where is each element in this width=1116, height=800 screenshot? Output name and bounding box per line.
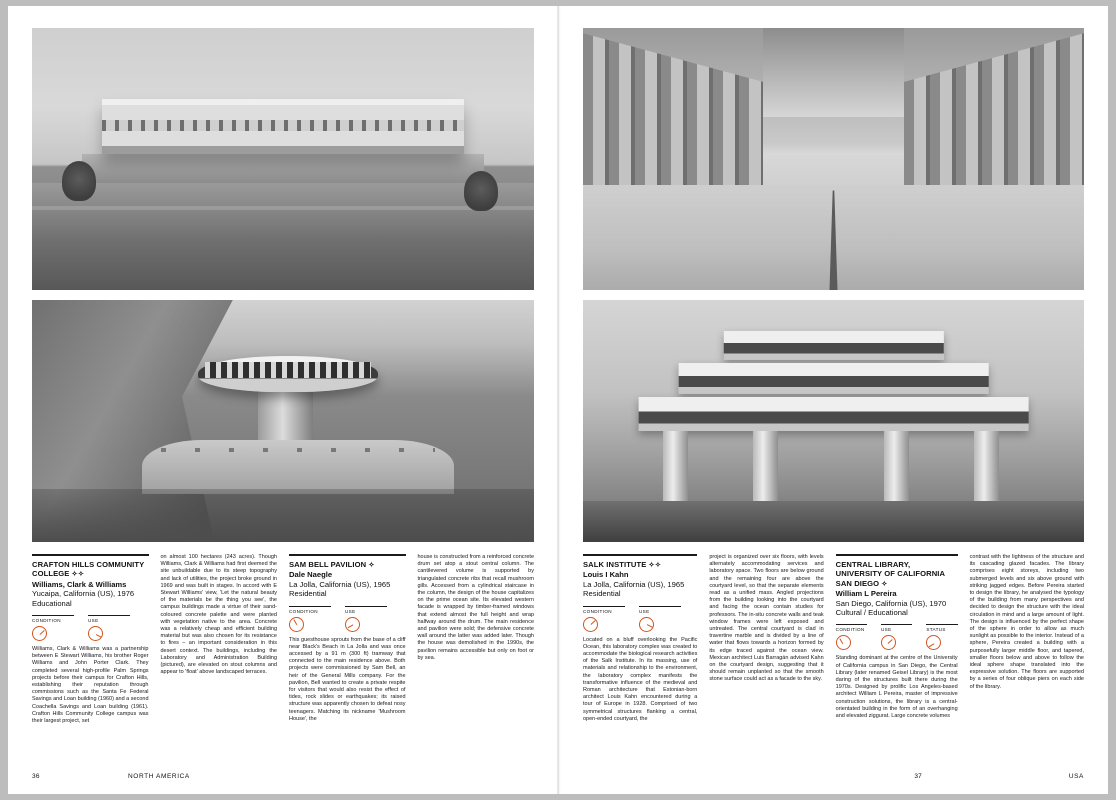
meta-condition-label: CONDITION	[32, 615, 74, 623]
photo-detail-ground	[32, 183, 534, 290]
spread	[8, 6, 1108, 794]
status-dial-icon	[926, 635, 941, 650]
photo-detail-middle-tier	[678, 363, 989, 394]
meta-use	[639, 606, 681, 632]
left-entries	[32, 554, 534, 725]
meta-status-label: STATUS	[926, 624, 957, 632]
entry-rating-stars: ✧	[368, 562, 375, 569]
entry-architect: Louis I Kahn	[583, 570, 629, 580]
entry-salk-institute-continued	[709, 554, 823, 723]
condition-dial-icon	[289, 617, 304, 632]
photo-detail-right-block	[904, 33, 1084, 195]
entry-central-library-continued	[970, 554, 1084, 723]
meta-use	[88, 615, 130, 641]
page-folio-right: 37	[914, 773, 922, 780]
meta-condition	[32, 615, 74, 641]
meta-condition	[836, 624, 867, 650]
entry-rating-stars: ✧	[881, 580, 888, 588]
entry-title-text: CENTRAL LIBRARY, UNIVERSITY OF CALIFORNIA SAN DIEGO	[835, 560, 945, 588]
right-page	[558, 6, 1108, 794]
entry-body-column-1: This guesthouse sprouts from the base of a cliff near Black's Beach in La Jolla and was once accessed by a 91 m (300 ft) tramway that connected to the main residence above. Both projects were commissioned by Sam Bell, an heir of the General Mills company. For the pavilion, Bell wanted to create a private respite for visitors that would also resist the effect of tides, rock slides or earthquakes; its raised structure was apparently chosen to defeat nosy teenagers. Matching its nickname 'Mushroom House', the	[289, 636, 406, 722]
photo-detail-lower-tier	[638, 397, 1029, 431]
photo-detail-pier	[974, 431, 999, 504]
divider	[836, 554, 958, 556]
entry-body-column-1: Standing dominant at the centre of the University of California campus in San Diego, the Central Library (later renamed Geisel Library) is the most daring of the structures built there during the 1970s. Designed by prolific Los Angeles-based architect William L Pereira, master of impressive construction solutions, the library is a central-orientated building in the form of an overhanging and elevated ziggurat. Large concrete volumes	[835, 655, 958, 720]
entry-body-column-2: contrast with the lightness of the structure and its cascading glazed facades. The library comprises eight storeys, including two submerged levels and six above ground with striking jagged edges. Before Pereira started to design the library, he analysed the typology of the building from many perspectives and decided to design the structure with the ideal circulation in mind and a large amount of light. The design is influenced by the perfect shape of the sphere in order to allow as much sunlight as possible to the interior. Instead of a sphere, Pereira created a building with a purposefully larger middle floor, and tapered, smaller floors below and above to follow the ideal sphere shape translated into the expressive solution. The floors are supported by a series of four oblique piers on each side of the library.	[969, 554, 1084, 690]
entry-category: Residential	[583, 589, 621, 599]
condition-dial-icon	[583, 617, 598, 632]
meta-condition-label: CONDITION	[836, 624, 867, 632]
photo-detail-pier	[884, 431, 909, 504]
running-head-right: USA	[1068, 773, 1084, 780]
entry-category: Educational	[32, 598, 72, 608]
photo-detail-tree	[464, 171, 498, 211]
entry-title-text: CRAFTON HILLS COMMUNITY COLLEGE	[32, 560, 145, 579]
meta-use-label: USE	[881, 624, 912, 632]
meta-use-label: USE	[88, 615, 130, 623]
divider	[289, 554, 406, 556]
entry-salk-institute	[583, 554, 697, 723]
meta-use	[881, 624, 912, 650]
photo-detail-sky	[763, 28, 903, 117]
entry-sam-bell-pavilion	[289, 554, 406, 725]
condition-dial-icon	[32, 626, 47, 641]
divider	[583, 554, 697, 556]
photo-crafton-hills	[32, 28, 534, 290]
entry-body-column-2: project is organized over six floors, with levels alternately accommodating services and laboratory space. Two floors are below ground and the remaining four are above the courtyard level, so that the separate elements read as a unified mass. Angled projections from the building looking into the courtyard and facing the ocean contain studies for professors. The in-situ concrete walls and teak window frames were left exposed and untreated. The central courtyard is clad in travertine marble and is divided by a line of water that flows towards a horizon formed by its edge traced against the ocean view. Mexican architect Luis Barragán advised Kahn on the courtyard design, suggesting that it should remain unplanted so that the smooth stone surface could act as a facade to the sky.	[709, 554, 824, 683]
photo-detail-tree	[62, 161, 96, 201]
entry-title	[836, 560, 958, 589]
use-dial-icon	[345, 617, 360, 632]
meta-condition-label: CONDITION	[583, 606, 625, 614]
entry-title-text: SALK INSTITUTE	[583, 560, 647, 569]
photo-detail-upper-tier	[723, 331, 943, 360]
left-page	[8, 6, 558, 794]
meta-status	[926, 624, 957, 650]
entry-crafton-hills-continued	[161, 554, 278, 725]
photo-central-library	[583, 300, 1084, 542]
divider	[32, 554, 149, 556]
photo-detail-pier	[753, 431, 778, 504]
photo-detail-building	[102, 99, 463, 154]
entry-body-column-1: Located on a bluff overlooking the Pacific Ocean, this laboratory complex was created to accommodate the biological research activities of the Salk Institute. In its massing, use of materials and relationship to the environment, the laboratory complex manifests the transformative influence of the medieval and Roman architecture that Estonian-born architect Louis Kahn encountered during a tour of Europe in 1928. Comprised of two symmetrical structures flanking a central, open-ended courtyard, the	[583, 636, 698, 722]
photo-detail-scrub	[32, 489, 534, 542]
running-head-left: NORTH AMERICA	[128, 773, 190, 780]
photo-detail-column	[258, 390, 313, 448]
entry-meta	[836, 624, 958, 650]
meta-condition	[583, 606, 625, 632]
entry-title	[583, 560, 697, 570]
photo-detail-base	[82, 154, 484, 183]
entry-title	[32, 560, 149, 580]
entry-location: San Diego, California (US), 1970	[835, 598, 947, 608]
entry-crafton-hills	[32, 554, 149, 725]
use-dial-icon	[639, 617, 654, 632]
entry-meta	[32, 615, 149, 641]
entry-architect: William L Pereira	[835, 589, 897, 599]
photo-detail-left-block	[583, 33, 763, 195]
entry-body-column-2: house is constructed from a reinforced concrete drum set atop a stout central column. The cantilevered volume is supported by triangulated concrete ribs that recall mushroom gills. Accessed from a cylindrical staircase in the column, the design of the house capitalizes on the prime ocean site. Its elevated western facade is wrapped by timber-framed windows that extend almost the full height and wrap halfway around the drum. The main residence and pavilion were sold; the defensive concrete wall around the latter was added later. Though the house was demolished in the 1990s, the pavilion remains accessible but only on foot or by sea.	[417, 554, 534, 661]
use-dial-icon	[881, 635, 896, 650]
entry-meta	[289, 606, 406, 632]
page-folio-left: 36	[32, 773, 40, 780]
photo-detail-pier	[663, 431, 688, 504]
meta-use-label: USE	[345, 606, 387, 614]
meta-use-label: USE	[639, 606, 681, 614]
entry-location: La Jolla, California (US), 1965	[289, 579, 391, 589]
entry-meta	[583, 606, 697, 632]
entry-rating-stars: ✧✧	[71, 571, 85, 579]
entry-body-column-1: Williams, Clark & Williams was a partnership between E Stewart Williams, his brother Roger Williams and John Porter Clark. They completed several high-profile Palm Springs projects before their campus for Crafton Hills, establishing their reputation through commissions such as the Santa Fe Federal Savings and Loan building (1960) and a second Coachella Savings and Loan building (1961). Crafton Hills Community College campus was their largest project, set	[32, 646, 149, 725]
entry-architect: Dale Naegle	[289, 570, 333, 580]
entry-body-column-2: on almost 100 hectares (243 acres). Though Williams, Clark & Williams had first deemed the site unbuildable due to its steep topography and lack of utilities, the project broke ground in 1969 and was built in stages. In accord with E Stewart Williams' view, 'Let the natural beauty of the materials be the thing you see', the campus buildings made a virtue of their sand-coloured concrete palette and were planted with vegetation native to the area. Concrete was a relatively cheap and efficient building material but was also chosen for its resistance to fires – an important consideration in this desert context. The buildings, including the Laboratory and Administration Building (pictured), are elevated on stout columns and appear to 'float' above landscaped terraces.	[160, 554, 277, 676]
use-dial-icon	[88, 626, 103, 641]
photo-sam-bell-pavilion	[32, 300, 534, 542]
entry-rating-stars: ✧✧	[648, 562, 662, 569]
entry-location: La Jolla, California (US), 1965	[583, 579, 685, 589]
entry-title-text: SAM BELL PAVILION	[289, 560, 367, 569]
entry-central-library	[836, 554, 958, 723]
photo-detail-drum	[198, 356, 379, 392]
meta-use	[345, 606, 387, 632]
photo-detail-ground	[583, 501, 1084, 542]
entry-title	[289, 560, 406, 570]
entry-category: Cultural / Educational	[835, 608, 908, 618]
entry-category: Residential	[289, 589, 327, 599]
photo-detail-wall	[142, 440, 453, 493]
entry-location: Yucaipa, California (US), 1976	[32, 589, 135, 599]
entry-sam-bell-pavilion-continued	[418, 554, 535, 725]
condition-dial-icon	[836, 635, 851, 650]
meta-condition	[289, 606, 331, 632]
entry-architect: Williams, Clark & Williams	[32, 579, 127, 589]
right-entries	[583, 554, 1084, 723]
meta-condition-label: CONDITION	[289, 606, 331, 614]
photo-salk-institute	[583, 28, 1084, 290]
